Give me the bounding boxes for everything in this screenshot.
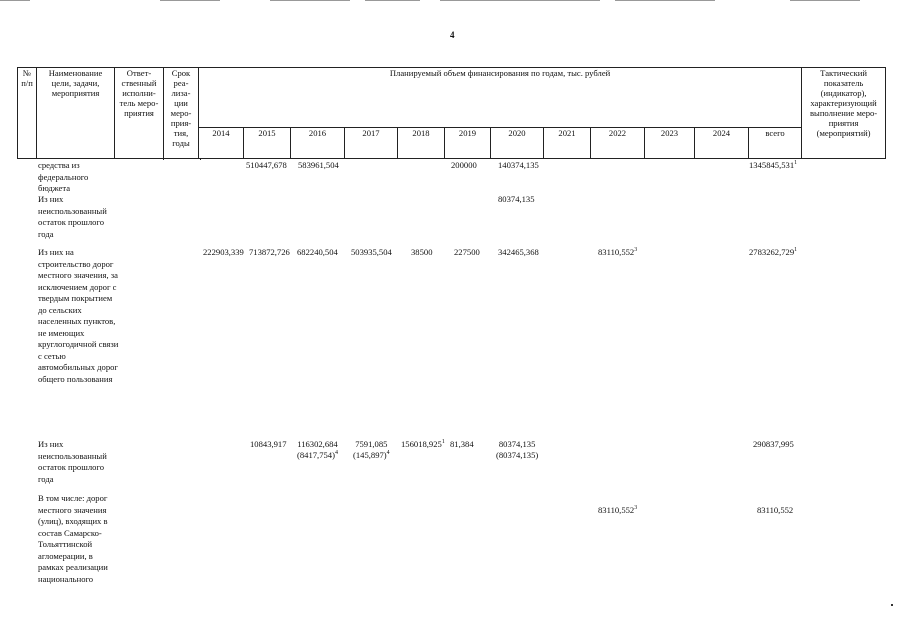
- total-cell: 290837,995: [753, 439, 794, 449]
- row-label: В том числе: дорог местного значения (улиц), входящих в состав Самарско-Тольяттинской агломерации, в рамках реализации национального: [38, 493, 108, 584]
- col-term-header: Срок реа-лиза-ции меро-прия-тия, годы: [164, 68, 199, 159]
- year-2022: 2022: [591, 127, 645, 158]
- table-header: [17, 67, 886, 159]
- total-cell: 2783262,729$^1$: [749, 247, 798, 257]
- scan-speck: [891, 604, 893, 606]
- value-cell: 510447,678: [246, 160, 287, 170]
- year-2015: 2015: [244, 127, 291, 158]
- page-number: 4: [450, 30, 455, 40]
- value-cell: 38500: [411, 247, 433, 257]
- year-2020: 2020: [491, 127, 544, 158]
- value-cell: 83110,552$^3$: [598, 505, 638, 515]
- value-cell: 200000: [451, 160, 477, 170]
- value-cell: 81,384: [450, 439, 474, 449]
- body-rule: [163, 158, 164, 160]
- year-2023: 2023: [645, 127, 695, 158]
- value-cell: 682240,504: [297, 247, 338, 257]
- body-rule: [200, 158, 201, 160]
- row-label: средства из федерального бюджета: [38, 160, 89, 193]
- col-resp-header: Ответ-ственный исполни-тель меро-приятия: [115, 68, 164, 159]
- year-2017: 2017: [345, 127, 398, 158]
- year-total: всего: [749, 127, 802, 158]
- value-cell: 140374,135: [498, 160, 539, 170]
- year-2018: 2018: [398, 127, 445, 158]
- value-cell: 227500: [454, 247, 480, 257]
- col-indicator-header: Тактический показатель (индикатор), характеризующий выполнение меро-приятия (мероприятий): [802, 68, 886, 159]
- row-label: Из них неиспользованный остаток прошлого года: [38, 194, 107, 239]
- row-label: Из них на строительство дорог местного значения, за исключением дорог с твердым покрытием до сельских населенных пунктов, не имеющих круглогодичной связи с сетью автомобильных дорог общего пользования: [38, 247, 119, 384]
- value-cell: 10843,917: [250, 439, 287, 449]
- value-cell: 80374,135: [498, 194, 535, 204]
- row-label: Из них неиспользованный остаток прошлого года: [38, 439, 107, 484]
- value-cell: 7591,085 $(145,897)^4$: [353, 439, 390, 461]
- value-cell: 713872,726: [249, 247, 290, 257]
- value-cell: 342465,368: [498, 247, 539, 257]
- year-2024: 2024: [695, 127, 749, 158]
- value-cell: 222903,339: [203, 247, 244, 257]
- year-2019: 2019: [445, 127, 491, 158]
- value-cell: 80374,135 (80374,135): [496, 439, 539, 461]
- value-cell: 583961,504: [298, 160, 339, 170]
- funding-header: Планируемый объем финансирования по годам, тыс. рублей: [199, 68, 802, 128]
- total-cell: 1345845,531$^1$: [749, 160, 798, 170]
- col-num-header: № п/п: [18, 68, 37, 159]
- value-cell: 83110,552$^3$: [598, 247, 638, 257]
- value-cell: 503935,504: [351, 247, 392, 257]
- year-2014: 2014: [199, 127, 244, 158]
- col-name-header: Наименование цели, задачи, мероприятия: [37, 68, 115, 159]
- year-2016: 2016: [291, 127, 345, 158]
- value-cell: 116302,684 $(8417,754)^4$: [297, 439, 338, 461]
- total-cell: 83110,552: [757, 505, 794, 515]
- year-2021: 2021: [544, 127, 591, 158]
- value-cell: 156018,925$^1$: [401, 439, 445, 449]
